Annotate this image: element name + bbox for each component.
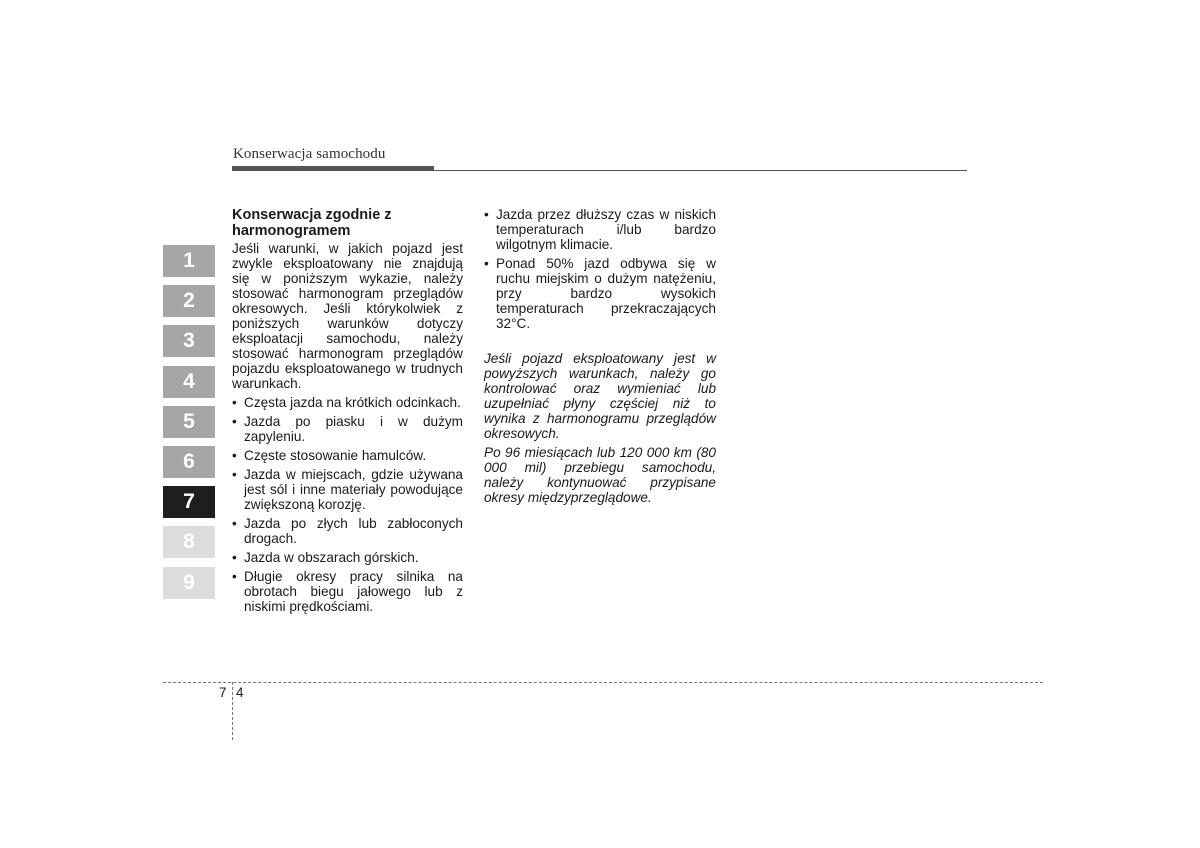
chapter-tab-label: 6 [183,449,195,473]
bullet-icon: • [232,414,237,429]
bullet-icon: • [232,467,237,482]
list-item-text: Ponad 50% jazd odbywa się w ruchu miejskim o dużym natężeniu, przy bardzo wysokich temperaturach przekraczających 32°C. [496,256,716,331]
header-rule-thick [232,166,434,171]
note-paragraph-1: Jeśli pojazd eksploatowany jest w powyższych warunkach, należy go kontrolować oraz wymieniać lub uzupełniać płyny częściej niż to wynika z harmonogramu przeglądów okresowych. [484,351,716,441]
list-item-text: Częste stosowanie hamulców. [244,448,427,463]
list-item-text: Częsta jazda na krótkich odcinkach. [244,395,461,410]
running-title: Konserwacja samochodu [233,146,386,162]
conditions-list-left [232,395,463,614]
page-number: 4 [236,685,244,700]
list-item [484,207,716,252]
right-column [484,207,716,505]
chapter-tab-label: 8 [183,530,195,554]
bullet-icon: • [232,448,237,463]
chapter-tab-label: 1 [183,249,195,272]
chapter-tab-label: 4 [183,369,195,393]
list-item-text: Jazda po złych lub zabłoconych drogach. [244,516,463,546]
chapter-tab-label: 2 [183,289,195,313]
header-rule-thin [434,170,967,171]
list-item-text: Długie okresy pracy silnika na obrotach biegu jałowego lub z niskimi prędkościami. [244,569,463,614]
chapter-tab-7-active[interactable] [163,486,215,518]
list-item-text: Jazda przez dłuższy czas w niskich temperaturach i/lub bardzo wilgotnym klimacie. [496,207,716,252]
chapter-tab-3[interactable] [163,325,215,357]
list-item [232,550,463,565]
list-item [232,448,463,463]
bullet-icon: • [232,550,237,565]
list-item-text: Jazda po piasku i w dużym zapyleniu. [244,414,463,444]
note-paragraph-2: Po 96 miesiącach lub 120 000 km (80 000 mil) przebiegu samochodu, należy kontynuować przypisane okresy międzyprzeglądowe. [484,445,716,505]
list-item-text: Jazda w miejscach, gdzie używana jest sól i inne materiały powodujące zwiększoną korozję. [244,467,463,512]
chapter-tab-label: 9 [183,570,195,594]
chapter-tab-1[interactable] [163,245,215,277]
list-item [232,569,463,614]
bullet-icon: • [484,256,489,271]
list-item-text: Jazda w obszarach górskich. [244,550,419,565]
footer-dashed-rule [163,682,1043,683]
conditions-list-right [484,207,716,331]
intro-paragraph: Jeśli warunki, w jakich pojazd jest zwykle eksploatowany nie znajdują się w poniższym wykazie, należy stosować harmonogram przeglądów okresowych. Jeśli którykolwiek z poniższych warunków dotyczy eksploatacji samochodu, należy stosować harmonogram przeglądów pojazdu eksploatowanego w trudnych warunkach. [232,241,463,391]
footer-dashed-divider [232,682,233,740]
chapter-tabs [163,245,215,607]
list-item [232,467,463,512]
list-item [484,256,716,331]
list-item [232,395,463,410]
list-item [232,414,463,444]
chapter-tab-5[interactable] [163,406,215,438]
chapter-tab-4[interactable] [163,366,215,398]
bullet-icon: • [232,516,237,531]
chapter-tab-8[interactable] [163,526,215,558]
page-chapter-number: 7 [219,685,227,700]
chapter-tab-label: 7 [183,490,195,514]
bullet-icon: • [232,569,237,584]
bullet-icon: • [232,395,237,410]
list-item [232,516,463,546]
chapter-tab-label: 5 [183,409,195,433]
chapter-tab-2[interactable] [163,285,215,317]
left-column [232,207,463,618]
chapter-tab-label: 3 [183,329,195,353]
bullet-icon: • [484,207,489,222]
section-heading: Konserwacja zgodnie z harmonogramem [232,207,392,239]
chapter-tab-6[interactable] [163,446,215,478]
chapter-tab-9[interactable] [163,567,215,599]
